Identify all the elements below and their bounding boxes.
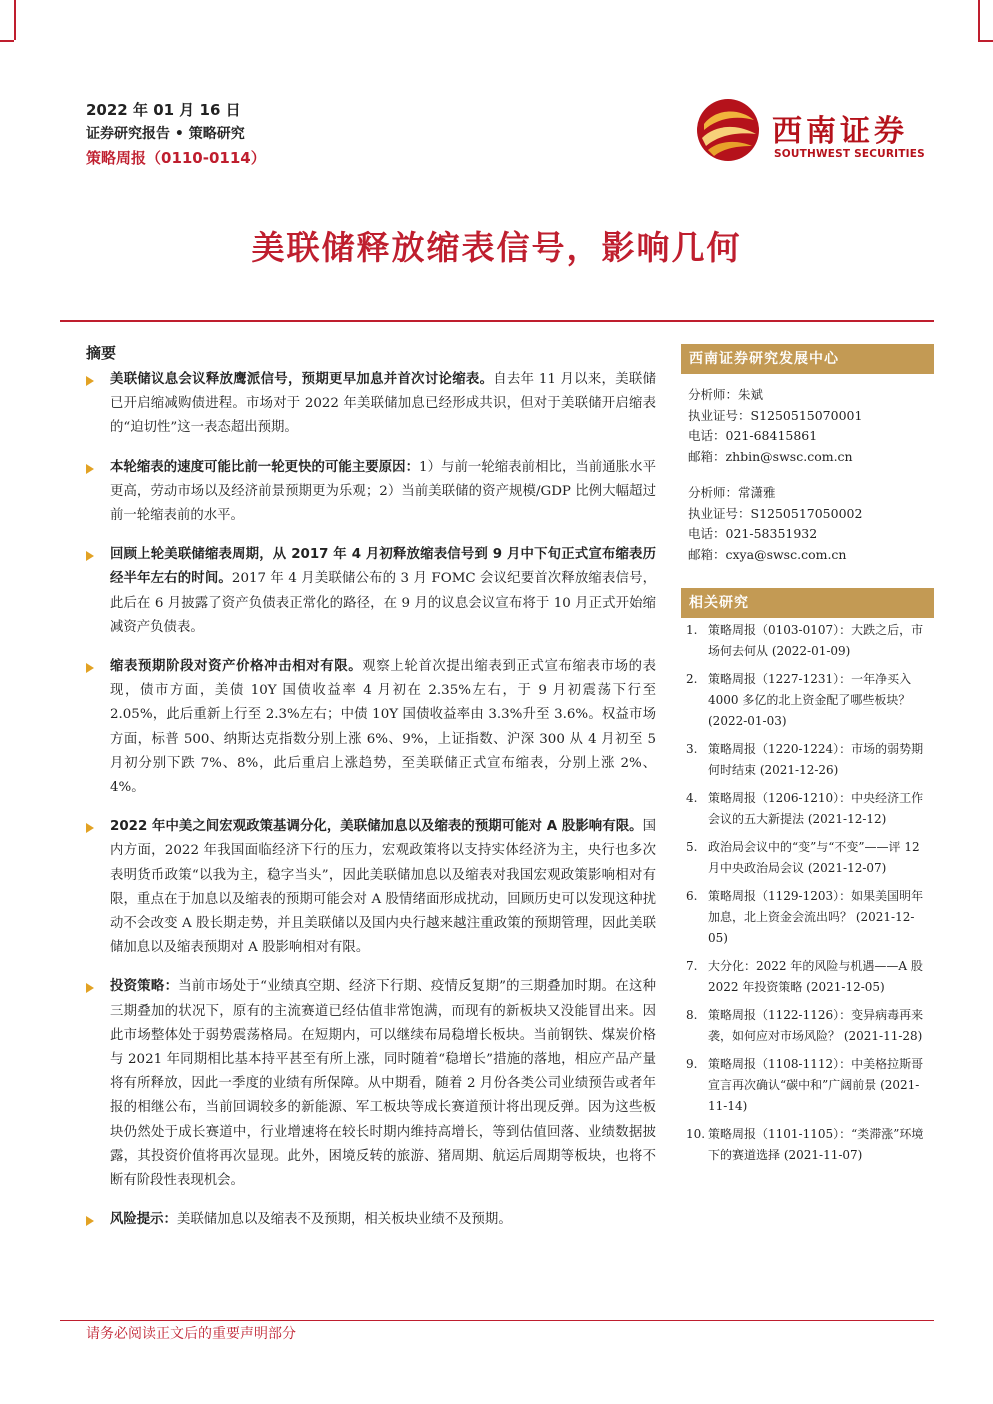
bullet-lead: 本轮缩表的速度可能比前一轮更快的可能主要原因： (110, 459, 420, 475)
corner-mark (14, 0, 16, 40)
logo-text-cn: 西南证券 (772, 114, 908, 149)
disclaimer-notice: 请务必阅读正文后的重要声明部分 (86, 1326, 296, 1342)
bullet-text: 国内方面，2022 年我国面临经济下行的压力，宏观政策将以支持实体经济为主，央行也多次表明货币政策“以我为主，稳字当头”，因此美联储加息以及缩表对我国宏观政策影响相对有限，重点在于加息以及缩表的预期可能会对 A 股情绪面形成扰动，回顾历史可以发现这种扰动不会改变 A 股长期走势，并且美联储以及国内央行越来越注重政策的预期管理，因此美联储加息以及缩表预期对 A 股影响相对有限。 (110, 819, 656, 956)
bullet-text: 自去年 11 月以来，美联储已开启缩减购债进程。市场对于 2022 年美联储加息已经形成共识，但对于美联储开启缩表的“迫切性”这一表态超出预期。 (110, 372, 656, 436)
bullet-lead: 缩表预期阶段对资产价格冲击相对有限。 (110, 659, 363, 675)
related-item-text: 策略周报（1220-1224）：市场的弱势期何时结束 (2021-12-26) (708, 742, 924, 777)
related-item-number: 2. (686, 672, 698, 686)
related-item-text: 策略周报（0103-0107）：大跌之后，市场何去何从 (2022-01-09) (708, 623, 924, 658)
abstract-bullet (86, 368, 656, 441)
related-item-number: 6. (686, 889, 698, 903)
analyst-email[interactable]: 邮箱：cxya@swsc.com.cn (688, 546, 847, 562)
analyst-cert: 执业证号：S1250515070001 (688, 407, 863, 423)
bullet-triangle-icon (86, 983, 94, 993)
abstract-heading: 摘要 (86, 344, 117, 362)
related-item-text: 策略周报（1101-1105）：“类滞涨”环境下的赛道选择 (2021-11-07) (708, 1127, 924, 1162)
analyst-phone: 电话：021-68415861 (688, 428, 818, 443)
bullet-lead: 风险提示： (110, 1212, 177, 1228)
report-title: 美联储释放缩表信号，影响几何 (251, 228, 742, 267)
related-item-number: 1. (686, 623, 698, 637)
report-date: 2022 年 01 月 16 日 (86, 101, 241, 119)
bullet-lead: 美联储议息会议释放鹰派信号，预期更早加息并首次讨论缩表。 (110, 372, 494, 387)
related-item-text: 策略周报（1227-1231）：一年净买入 4000 多亿的北上资金配了哪些板块？ (2022-01-03) (708, 672, 912, 728)
bullet-triangle-icon (86, 1216, 94, 1226)
related-item (686, 1005, 932, 1047)
abstract-bullet (86, 543, 656, 640)
related-item (686, 956, 932, 998)
related-item-number: 10. (686, 1127, 706, 1141)
analyst-card (688, 385, 862, 467)
bullet-text: 2017 年 4 月美联储公布的 3 月 FOMC 会议纪要首次释放缩表信号，此后在 6 月披露了资产负债表正常化的路径，在 9 月的议息会议宣布将于 10 月正式开始缩减资产负债表。 (110, 571, 657, 635)
footer-divider (60, 1320, 934, 1321)
bullet-text: 当前市场处于“业绩真空期、经济下行期、疫情反复期”的三期叠加时期。在这种三期叠加的状况下，原有的主流赛道已经估值非常饱满，而现有的新板块又没能冒出来。因此市场整体处于弱势震荡格局。在短期内，可以继续布局稳增长板块。当前钢铁、煤炭价格与 2021 年同期相比基本持平甚至有所上涨，同时随着“稳增长”措施的落地，相应产品产量将有所释放，因此一季度的业绩有所保障。从中期看，随着 2 月份各类公司业绩预告或者年报的相继公布，当前回调较多的新能源、军工板块等成长赛道预计将出现反弹。因为这些板块仍然处于成长赛道中，行业增速将在较长时期内维持高增长，等到估值回落、业绩数据披露，其投资价值将再次显现。此外，困境反转的旅游、猪周期、航运后周期等板块，也将不断有阶段性表现机会。 (110, 979, 656, 1189)
related-item-text: 策略周报（1108-1112）：中美格拉斯哥宣言再次确认“碳中和”广阔前景 (2021-11-14) (708, 1057, 924, 1113)
analyst-cert: 执业证号：S1250517050002 (688, 505, 863, 521)
logo-text-en: SOUTHWEST SECURITIES (774, 148, 925, 160)
analyst-name: 分析师：常潇雅 (688, 485, 776, 500)
company-logo (694, 96, 944, 166)
related-item-text: 策略周报（1129-1203）：如果美国明年加息，北上资金会流出吗？ (2021-12-05) (708, 889, 924, 945)
bullet-lead: 2022 年中美之间宏观政策基调分化，美联储加息以及缩表的预期可能对 A 股影响有限。 (110, 819, 643, 835)
analyst-email[interactable]: 邮箱：zhbin@swsc.com.cn (688, 448, 853, 464)
related-research-title: 相关研究 (681, 588, 934, 618)
related-item-text: 策略周报（1206-1210）：中央经济工作会议的五大新提法 (2021-12-12) (708, 791, 924, 826)
related-item (686, 739, 932, 781)
bullet-triangle-icon (86, 464, 94, 474)
bullet-text: 1）与前一轮缩表前相比，当前通胀水平更高，劳动市场以及经济前景预期更为乐观；2）当前美联储的资产规模/GDP 比例大幅超过前一轮缩表前的水平。 (110, 459, 656, 524)
bullet-triangle-icon (86, 551, 94, 561)
related-item (686, 1124, 932, 1166)
bullet-triangle-icon (86, 376, 94, 386)
related-item-text: 策略周报（1122-1126）：变异病毒再来袭，如何应对市场风险？ (2021-11-28) (708, 1008, 924, 1043)
related-item-text: 政治局会议中的“变”与“不变”——评 12 月中央政治局会议 (2021-12-07) (708, 840, 920, 875)
bullet-text: 观察上轮首次提出缩表到正式宣布缩表市场的表现，债市方面，美债 10Y 国债收益率 4 月初在 2.35%左右，于 9 月初震荡下行至 2.05%，此后重新上行至 2.3%左右；中债 10Y 国债收益率由 3.3%升至 3.6%。权益市场方面，标普 500、纳斯达克指数分别上涨 6%、9%，上证指数、沪深 300 从 4 月初至 5 月初分别下跌 7%、8%，此后重启上涨趋势，至美联储正式宣布缩表，分别上涨 2%、4%。 (110, 659, 657, 796)
abstract-bullet (86, 456, 656, 529)
abstract-body (86, 368, 656, 1248)
bullet-lead: 回顾上轮美联储缩表周期，从 2017 年 4 月初释放缩表信号到 9 月中下旬正式宣布缩表历经半年左右的时间。 (110, 547, 656, 587)
analyst-phone: 电话：021-58351932 (688, 526, 818, 541)
bullet-lead: 投资策略： (110, 979, 179, 995)
related-item (686, 620, 932, 662)
related-item (686, 837, 932, 879)
related-research-header (681, 588, 934, 618)
logo-emblem-icon (694, 96, 764, 166)
related-item-number: 3. (686, 742, 698, 756)
related-item-number: 9. (686, 1057, 698, 1071)
research-center-header (681, 344, 934, 374)
title-divider (60, 320, 934, 322)
abstract-bullet (86, 975, 656, 1193)
report-category: 证券研究报告 • 策略研究 (86, 126, 245, 142)
related-item-number: 5. (686, 840, 698, 854)
related-item-number: 8. (686, 1008, 698, 1022)
abstract-bullet (86, 815, 656, 960)
bullet-triangle-icon (86, 663, 94, 673)
analyst-name: 分析师：朱斌 (688, 387, 764, 402)
related-item-text: 大分化：2022 年的风险与机遇——A 股 2022 年投资策略 (2021-12-05) (708, 959, 923, 994)
bullet-text: 美联储加息以及缩表不及预期，相关板块业绩不及预期。 (176, 1212, 512, 1228)
related-item (686, 886, 932, 949)
report-header (86, 98, 266, 170)
related-item-number: 7. (686, 959, 698, 973)
analyst-card (688, 483, 862, 565)
abstract-bullet (86, 1208, 656, 1232)
research-center-title: 西南证券研究发展中心 (681, 344, 934, 374)
related-item (686, 1054, 932, 1117)
related-item-number: 4. (686, 791, 698, 805)
abstract-bullet (86, 655, 656, 800)
corner-mark (978, 40, 993, 42)
related-research-list (686, 620, 932, 1173)
corner-mark (978, 0, 980, 40)
corner-mark (0, 40, 14, 42)
bullet-triangle-icon (86, 823, 94, 833)
related-item (686, 669, 932, 732)
report-series: 策略周报（0110-0114） (86, 149, 266, 167)
related-item (686, 788, 932, 830)
